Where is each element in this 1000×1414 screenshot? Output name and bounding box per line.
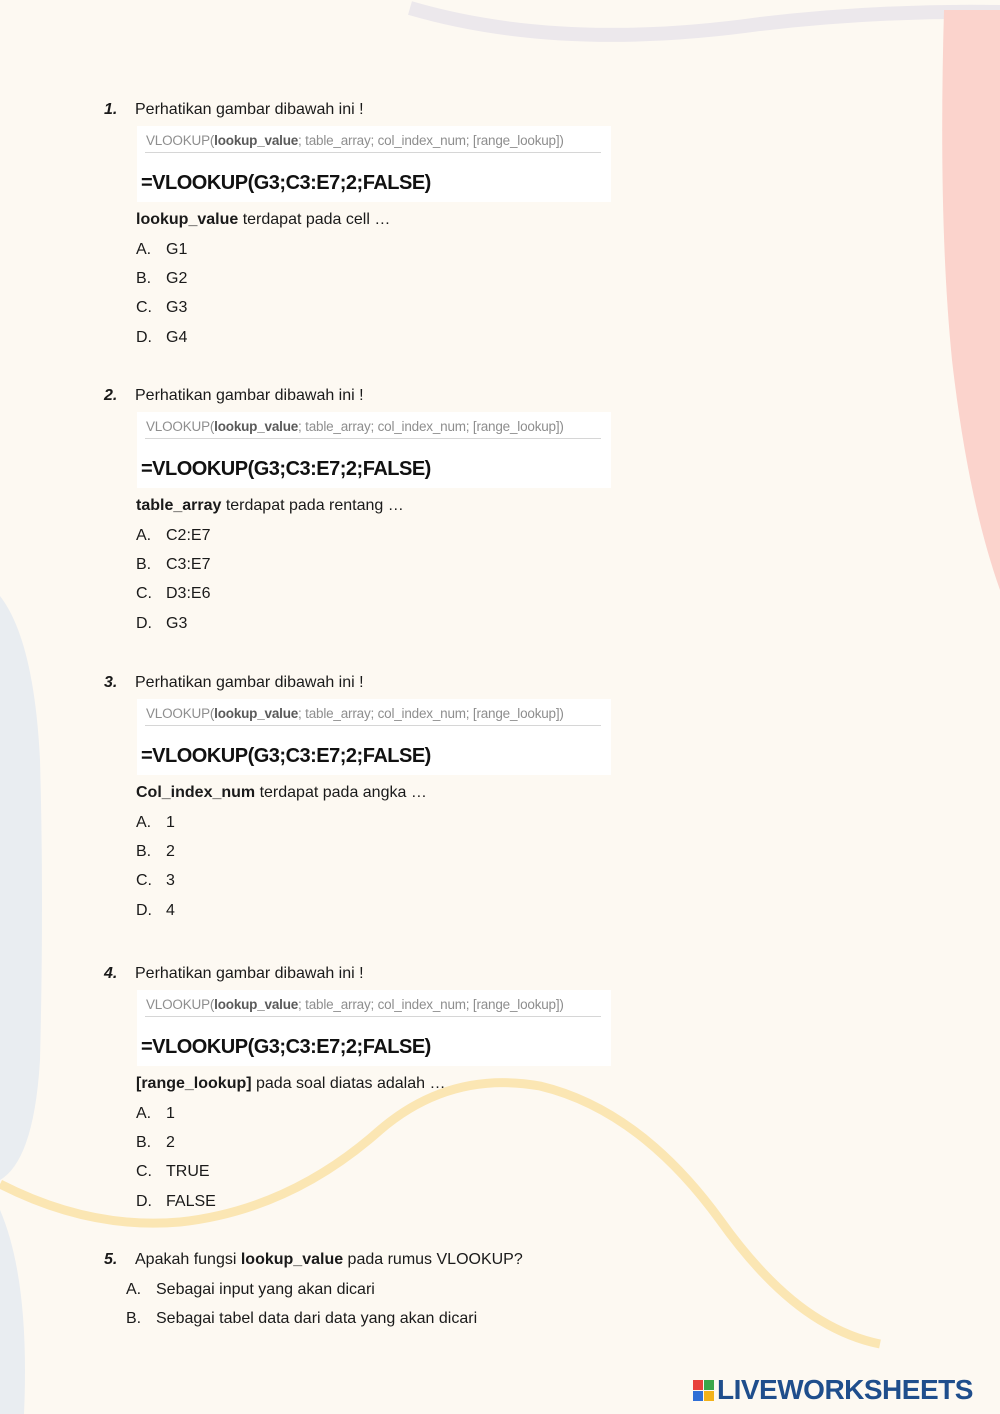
option-b[interactable]: B. Sebagai tabel data dari data yang akan dicari bbox=[126, 1310, 478, 1327]
logo-mark-square bbox=[704, 1391, 714, 1401]
logo-mark-square bbox=[704, 1380, 714, 1390]
question-stem: lookup_value terdapat pada cell … bbox=[136, 211, 391, 228]
vlookup-signature: VLOOKUP(lookup_value; table_array; col_index_num; [range_lookup]) bbox=[146, 706, 564, 721]
logo-mark-square bbox=[693, 1391, 703, 1401]
question-prompt: Perhatikan gambar dibawah ini ! bbox=[135, 387, 364, 404]
option-b[interactable]: B. C3:E7 bbox=[136, 556, 211, 573]
vlookup-formula: =VLOOKUP(G3;C3:E7;2;FALSE) bbox=[141, 172, 431, 194]
option-a[interactable]: A. 1 bbox=[136, 1105, 175, 1122]
pink-blob bbox=[942, 10, 1000, 590]
question-number: 2. bbox=[104, 387, 118, 404]
signature-underline bbox=[145, 152, 601, 153]
logo-mark-square bbox=[693, 1380, 703, 1390]
vlookup-formula: =VLOOKUP(G3;C3:E7;2;FALSE) bbox=[141, 745, 431, 767]
vlookup-formula-image bbox=[137, 699, 611, 775]
signature-underline bbox=[145, 725, 601, 726]
option-a[interactable]: A. C2:E7 bbox=[136, 527, 211, 544]
vlookup-formula-image bbox=[137, 126, 611, 202]
liveworksheets-logo bbox=[693, 1374, 973, 1406]
option-c[interactable]: C. D3:E6 bbox=[136, 585, 211, 602]
question-prompt: Perhatikan gambar dibawah ini ! bbox=[135, 965, 364, 982]
liveworksheets-logo-text: LIVEWORKSHEETS bbox=[717, 1374, 973, 1405]
question-stem: table_array terdapat pada rentang … bbox=[136, 497, 404, 514]
signature-underline bbox=[145, 1016, 601, 1017]
vlookup-formula-image bbox=[137, 412, 611, 488]
question-stem: [range_lookup] pada soal diatas adalah … bbox=[136, 1075, 446, 1092]
option-a[interactable]: A. 1 bbox=[136, 814, 175, 831]
question-5-header bbox=[104, 1250, 523, 1270]
question-number: 5. bbox=[104, 1251, 118, 1268]
vlookup-signature: VLOOKUP(lookup_value; table_array; col_index_num; [range_lookup]) bbox=[146, 419, 564, 434]
vlookup-signature: VLOOKUP(lookup_value; table_array; col_index_num; [range_lookup]) bbox=[146, 997, 564, 1012]
question-stem: Col_index_num terdapat pada angka … bbox=[136, 784, 427, 801]
option-d[interactable]: D. 4 bbox=[136, 902, 175, 919]
question-4-header bbox=[104, 964, 364, 984]
option-d[interactable]: D. G4 bbox=[136, 329, 188, 346]
grey-blob-lower bbox=[0, 1210, 25, 1414]
question-1-header bbox=[104, 100, 364, 120]
option-c[interactable]: C. 3 bbox=[136, 872, 175, 889]
question-prompt-after: pada rumus VLOOKUP? bbox=[343, 1251, 523, 1268]
option-d[interactable]: D. G3 bbox=[136, 615, 188, 632]
question-number: 3. bbox=[104, 674, 118, 691]
question-prompt: Perhatikan gambar dibawah ini ! bbox=[135, 101, 364, 118]
vlookup-formula: =VLOOKUP(G3;C3:E7;2;FALSE) bbox=[141, 1036, 431, 1058]
option-a[interactable]: A. Sebagai input yang akan dicari bbox=[126, 1281, 375, 1298]
option-b[interactable]: B. 2 bbox=[136, 1134, 175, 1151]
question-3-header bbox=[104, 673, 364, 693]
signature-underline bbox=[145, 438, 601, 439]
question-number: 4. bbox=[104, 965, 118, 982]
question-prompt-bold: lookup_value bbox=[240, 1251, 344, 1268]
yellow-wave bbox=[0, 1083, 880, 1344]
option-b[interactable]: B. 2 bbox=[136, 843, 175, 860]
question-prompt: Perhatikan gambar dibawah ini ! bbox=[135, 674, 364, 691]
question-prompt-before: Apakah fungsi bbox=[135, 1251, 241, 1268]
option-c[interactable]: C. TRUE bbox=[136, 1163, 210, 1180]
option-a[interactable]: A. G1 bbox=[136, 241, 188, 258]
grey-blob bbox=[0, 596, 42, 1180]
top-grey-arc bbox=[410, 8, 1000, 35]
vlookup-signature: VLOOKUP(lookup_value; table_array; col_index_num; [range_lookup]) bbox=[146, 133, 564, 148]
question-number: 1. bbox=[104, 101, 118, 118]
vlookup-formula-image bbox=[137, 990, 611, 1066]
option-d[interactable]: D. FALSE bbox=[136, 1193, 216, 1210]
question-2-header bbox=[104, 386, 364, 406]
option-c[interactable]: C. G3 bbox=[136, 299, 188, 316]
option-b[interactable]: B. G2 bbox=[136, 270, 188, 287]
vlookup-formula: =VLOOKUP(G3;C3:E7;2;FALSE) bbox=[141, 458, 431, 480]
liveworksheets-logo-icon bbox=[693, 1380, 714, 1401]
